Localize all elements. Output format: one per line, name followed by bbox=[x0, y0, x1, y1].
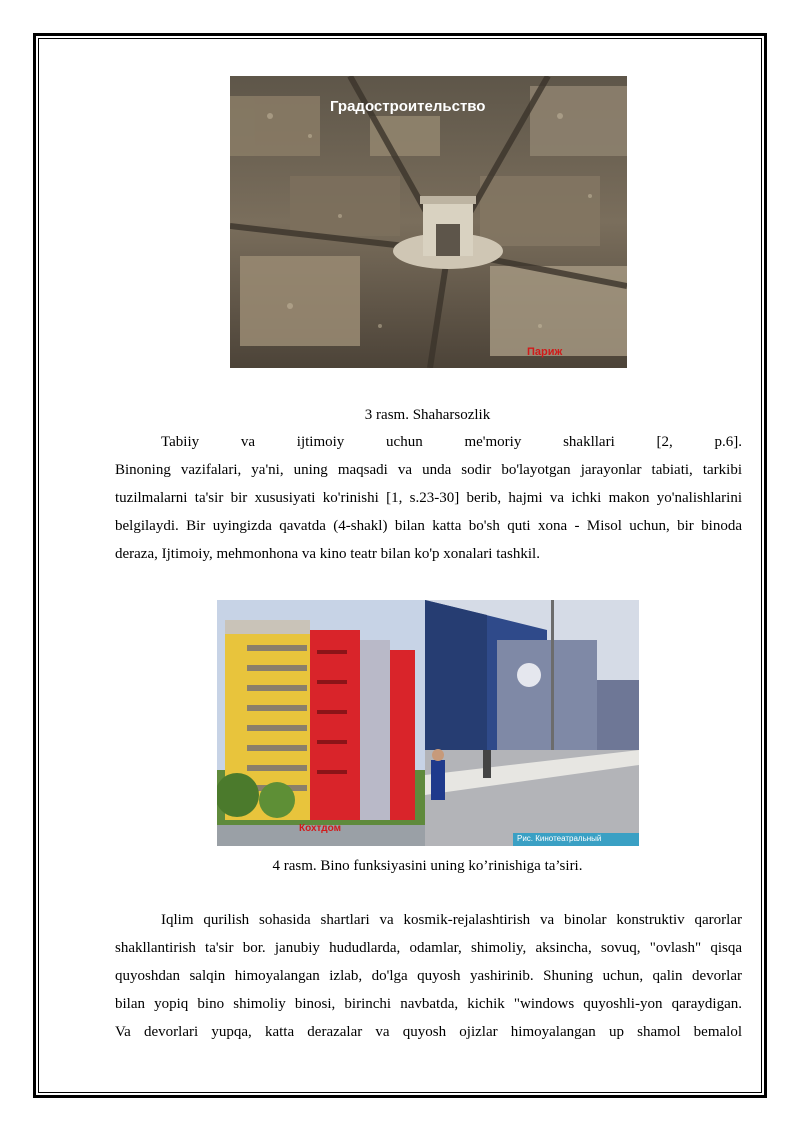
paragraph1-line: belgilaydi. Bir uyingizda qavatda (4-shakl) bilan katta bo'sh quti xona - Misol uchun, bir binoda bbox=[115, 518, 742, 534]
paragraph1-line: Binoning vazifalari, ya'ni, uning maqsadi va unda sodir bo'layotgan jarayonlar tabiati, tarkibi bbox=[115, 462, 742, 478]
figure2-right-label: Рис. Кинотеатральный bbox=[517, 834, 602, 843]
figure1-corner-label: Париж bbox=[527, 346, 563, 358]
figure2-left-label: Кохтдом bbox=[299, 823, 342, 834]
figure2-caption: 4 rasm. Bino funksiyasini uning ko’rinishiga ta’siri. bbox=[272, 858, 583, 874]
paragraph2-line: quyoshdan salqin himoyalangan izlab, do'lga quyosh yashirinib. Shuning uchun, qalin devorlar bbox=[115, 968, 742, 984]
paragraph1-line: deraza, Ijtimoiy, mehmonhona va kino teatr bilan ko'p xonalari tashkil. bbox=[115, 546, 540, 562]
paragraph2-line: Iqlim qurilish sohasida shartlari va kosmik-rejalashtirish va binolar konstruktiv qarorlar bbox=[161, 912, 742, 928]
paragraph2-line: Va devorlari yupqa, katta derazalar va quyosh ojizlar himoyalangan up shamol bemalol bbox=[115, 1024, 742, 1040]
paragraph2-line: shakllantirish ta'sir bor. janubiy hududlarda, odamlar, shimoliy, aksincha, sovuq, "ovlash" qisqa bbox=[115, 940, 742, 956]
paragraph-2 bbox=[115, 906, 742, 1046]
paragraph1-line: tuzilmalarni ta'sir bir xususiyati ko'rinishi [1, s.23-30] berib, hajmi va ichki makon yo'nalishlarini bbox=[115, 490, 742, 506]
figure1-caption: 3 rasm. Shaharsozlik bbox=[364, 407, 491, 423]
paragraph2-line: bilan yopiq bino shimoliy binosi, birinchi navbatda, kichik "windows quyoshli-yon qaraydigan. bbox=[115, 996, 742, 1012]
figure-buildings-photo bbox=[217, 600, 639, 846]
figure-city-aerial-photo bbox=[230, 76, 627, 368]
paragraph1-line: Tabiiy va ijtimoiy uchun me'moriy shakllari [2, p.6]. bbox=[161, 434, 742, 450]
paragraph-1 bbox=[115, 428, 742, 568]
figure1-overlay-title: Градостроительство bbox=[330, 98, 486, 115]
